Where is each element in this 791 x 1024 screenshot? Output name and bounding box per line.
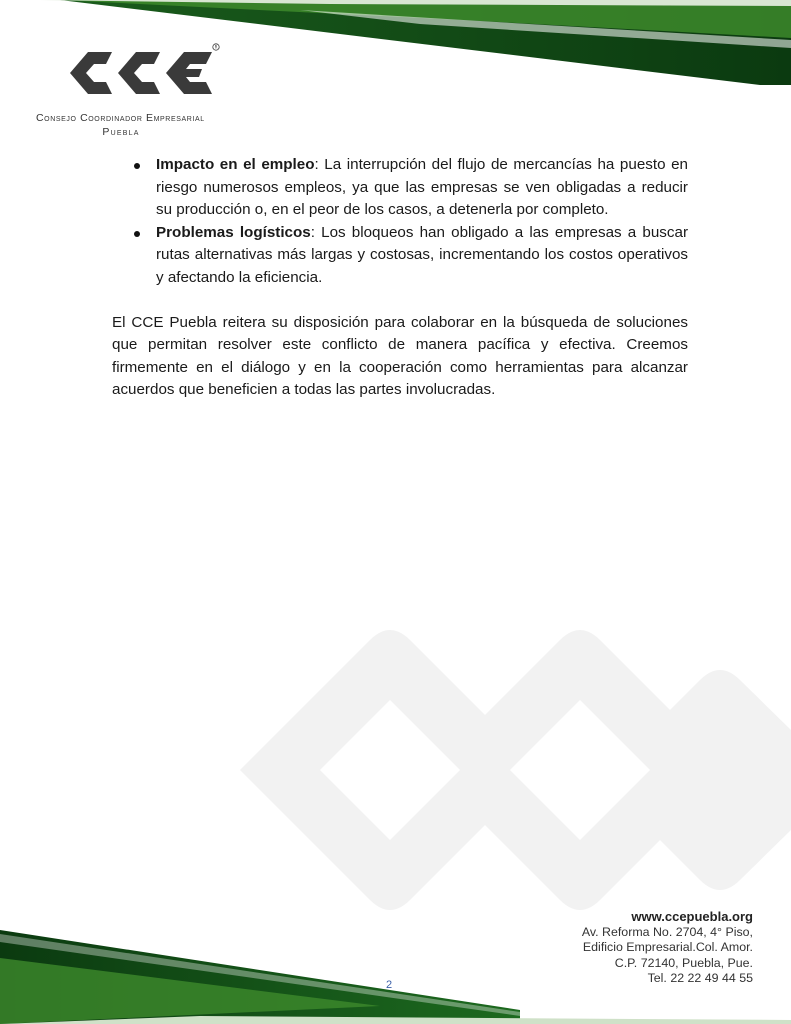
org-name-line2: Puebla [102, 126, 140, 138]
address-line: C.P. 72140, Puebla, Pue. [614, 955, 753, 970]
address-line: Av. Reforma No. 2704, 4° Piso, [581, 924, 753, 939]
document-body [112, 154, 688, 402]
list-item [156, 222, 688, 290]
list-item [156, 154, 688, 222]
logo-text: CCE [62, 42, 65, 43]
contact-info [582, 909, 753, 987]
org-name-line1: Consejo Coordinador Empresarial [36, 112, 205, 124]
address-line: Edificio Empresarial.Col. Amor. [582, 940, 753, 955]
cce-logo [36, 40, 256, 140]
closing-paragraph: El CCE Puebla reitera su disposición para colaborar en la búsqueda de soluciones que permitan resolver este conflicto de manera pacífica y efectiva. Creemos firmemente en el diálogo y en la cooperación como herramientas para alcanzar acuerdos que beneficien a todas las partes involucradas. [112, 313, 688, 399]
website-link[interactable]: www.ccepuebla.org [631, 909, 753, 924]
bullet-term: Problemas logísticos [156, 223, 311, 241]
background-watermark [180, 570, 791, 950]
cce-logo-mark [62, 42, 222, 104]
svg-text:R: R [214, 44, 218, 50]
bullet-text: : La interrupción del flujo de mercancías ha puesto en riesgo numerosos empleos, ya que las empresas se ven obligadas a reducir su producción o, en el peor de los casos, a detenerla por completo. [156, 156, 688, 219]
bullet-term: Impacto en el empleo [156, 156, 315, 173]
page-number: 2 [386, 979, 393, 991]
bullet-text: : Los bloqueos han obligado a las empresas a buscar rutas alternativas más largas y costosas, incrementando los costos operativos y afectando la eficiencia. [156, 223, 688, 286]
bullet-list [112, 154, 688, 290]
phone-number: Tel. 22 22 49 44 55 [647, 971, 753, 986]
